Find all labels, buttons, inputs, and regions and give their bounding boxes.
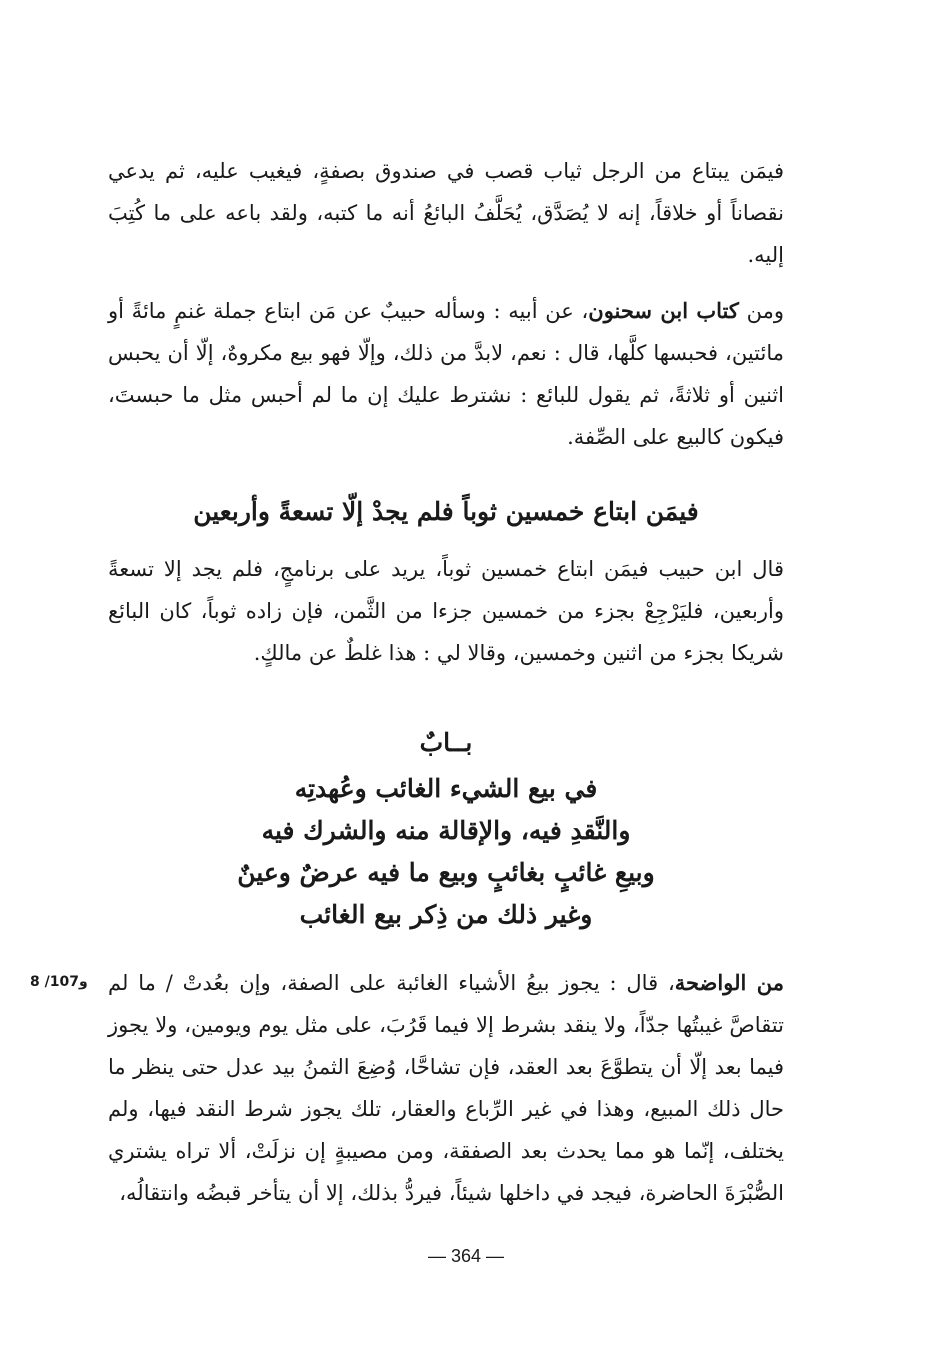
paragraph-2-prefix: ومن [738,299,784,323]
paragraph-2 [108,290,784,458]
paragraph-4 [108,962,784,1214]
chapter-subheading-line: والنَّقدِ فيه، والإقالة منه والشرك فيه [261,816,631,845]
chapter-heading: بــابٌ [419,728,473,757]
paragraph-4-source-title: من الواضحة [674,970,785,995]
chapter-subheading-line: وغير ذلك من ذِكر بيع الغائب [299,900,593,929]
paragraph-3: قال ابن حبيب فيمَن ابتاع خمسين ثوباً، يريد على برنامجٍ، فلم يجد إلا تسعةً وأربعين، فليَرْجِعْ بجزء من خمسين جزءا من الثَّمن، فإن زاده ثوباً، كان البائع شريكا بجزء من اثنين وخمسين، وقالا لي : هذا غلطٌ عن مالكٍ. [108,557,784,665]
chapter-subheading [108,768,784,936]
chapter-subheading-line: في بيع الشيء الغائب وعُهدتِه [294,774,598,803]
section-heading: فيمَن ابتاع خمسين ثوباً فلم يجدْ إلّا تسعةً وأربعين [193,497,699,526]
page-number: — 364 — [427,1246,505,1266]
paragraph-4-rest: ، قال : يجوز بيعُ الأشياء الغائبة على الصفة، وإن بعُدتْ / ما لم تتقاصَّ غيبتُها جدّاً، ولا ينقد بشرط إلا فيما قَرُبَ، على مثل يوم ويومين، ولا يجوز فيما بعد إلّا أن يتطوَّعَ بعد العقد، فإن تشاحَّا، وُضِعَ الثمنُ بيد عدل حتى ينظر ما حال ذلك المبيع، وهذا في غير الرِّباع والعقار، تلك يجوز شرط النقد فيها، ولم يختلف، إنّما هو مما يحدث بعد الصفقة، ومن مصيبةٍ إن نزلَتْ، ألا تراه يشتري الصُّبْرَةَ الحاضرة، فيجد في داخلها شيئاً، فيردُّ بذلك، إلا أن يتأخر قبضُه وانتقالُه، [108,971,784,1205]
margin-folio-reference: 8 /107و [30,974,88,990]
paragraph-2-rest: ، عن أبيه : وسأله حبيبٌ عن مَن ابتاع جملة غنمٍ مائةً أو مائتين، فحبسها كلَّها، قال : نعم، لابدَّ من ذلك، وإلّا فهو بيع مكروهٌ، إلّا أن يحبس اثنين أو ثلاثةً، ثم يقول للبائع : نشترط عليك إن ما لم أحبس مثل ما حبستَ، فيكون كالبيع على الصِّفة. [108,299,784,449]
paragraph-1: فيمَن يبتاع من الرجل ثياب قصب في صندوق بصفةٍ، فيغيب عليه، ثم يدعي نقصاناً أو خلاقاً، إنه لا يُصَدَّق، يُحَلَّفُ البائعُ أنه ما كتبه، ولقد باعه على ما كُتِبَ إليه. [108,159,784,267]
paragraph-2-source-title: كتاب ابن سحنون [588,298,739,323]
chapter-subheading-line: وبيعِ غائبٍ بغائبٍ وبيع ما فيه عرضٌ وعينٌ [237,858,655,887]
